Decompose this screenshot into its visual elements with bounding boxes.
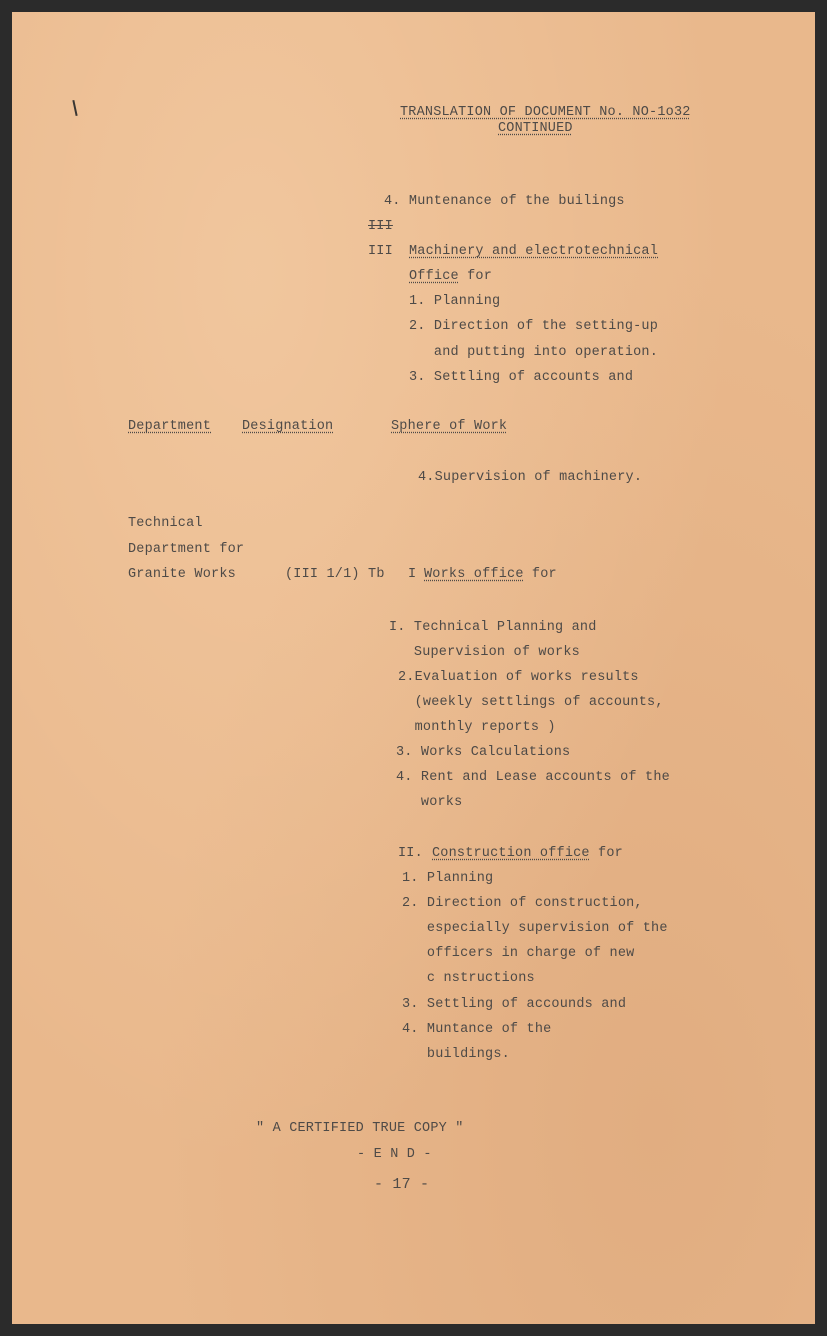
works-item: monthly reports ) xyxy=(398,720,556,735)
document-subtitle: CONTINUED xyxy=(498,121,573,136)
top-item-4: 4. Muntenance of the builings xyxy=(384,194,625,209)
works-item: Supervision of works xyxy=(389,645,580,660)
works-office-for: for xyxy=(523,567,557,582)
construction-item: 1. Planning xyxy=(402,871,494,886)
office-title-line2 xyxy=(409,270,492,284)
works-roman: I xyxy=(408,567,417,582)
construction-office-for: for xyxy=(589,846,623,861)
works-item: works xyxy=(396,795,463,810)
construction-heading xyxy=(432,847,623,861)
works-item: 4. Rent and Lease accounts of the xyxy=(396,770,670,785)
roman-struck: III xyxy=(368,219,393,234)
office-title-line1: Machinery and electrotechnical xyxy=(409,244,659,259)
construction-item: 2. Direction of construction, xyxy=(402,896,643,911)
pencil-mark xyxy=(72,100,77,116)
works-office-title: Works office xyxy=(424,567,524,582)
end-marker: - E N D - xyxy=(357,1147,432,1162)
column-sphere-of-work: Sphere of Work xyxy=(391,419,508,434)
designation-code: (III 1/1) Tb xyxy=(285,567,385,582)
top-list-item: 1. Planning xyxy=(409,294,501,309)
construction-item: especially supervision of the xyxy=(402,921,668,936)
works-item: (weekly settlings of accounts, xyxy=(398,695,664,710)
works-item: I. Technical Planning and xyxy=(389,620,597,635)
works-item: 2.Evaluation of works results xyxy=(398,670,639,685)
department-line1: Technical xyxy=(128,516,203,531)
office-title-for: for xyxy=(458,269,493,284)
construction-item: officers in charge of new xyxy=(402,946,635,961)
document-title: TRANSLATION OF DOCUMENT No. NO-1o32 xyxy=(400,105,691,120)
continued-item: 4.Supervision of machinery. xyxy=(418,470,643,485)
construction-item: buildings. xyxy=(402,1047,510,1062)
column-department: Department xyxy=(128,419,212,434)
certified-copy-note: " A CERTIFIED TRUE COPY " xyxy=(256,1121,464,1136)
top-list-item: 2. Direction of the setting-up xyxy=(409,319,659,334)
column-designation: Designation xyxy=(242,419,334,434)
document-page xyxy=(12,12,815,1324)
office-title-underlined: Office xyxy=(409,269,459,284)
page-number: - 17 - xyxy=(374,1176,430,1193)
construction-item: 4. Muntance of the xyxy=(402,1022,552,1037)
construction-roman: II. xyxy=(398,846,423,861)
top-list-item: 3. Settling of accounts and xyxy=(409,370,634,385)
roman-numeral: III xyxy=(368,244,393,259)
department-line2: Department for xyxy=(128,542,245,557)
works-office-heading xyxy=(424,568,557,582)
construction-item: c nstructions xyxy=(402,971,535,986)
works-item: 3. Works Calculations xyxy=(396,745,571,760)
construction-item: 3. Settling of accounds and xyxy=(402,997,627,1012)
top-list-item: and putting into operation. xyxy=(409,345,659,360)
construction-office-title: Construction office xyxy=(432,846,590,861)
department-line3: Granite Works xyxy=(128,567,236,582)
